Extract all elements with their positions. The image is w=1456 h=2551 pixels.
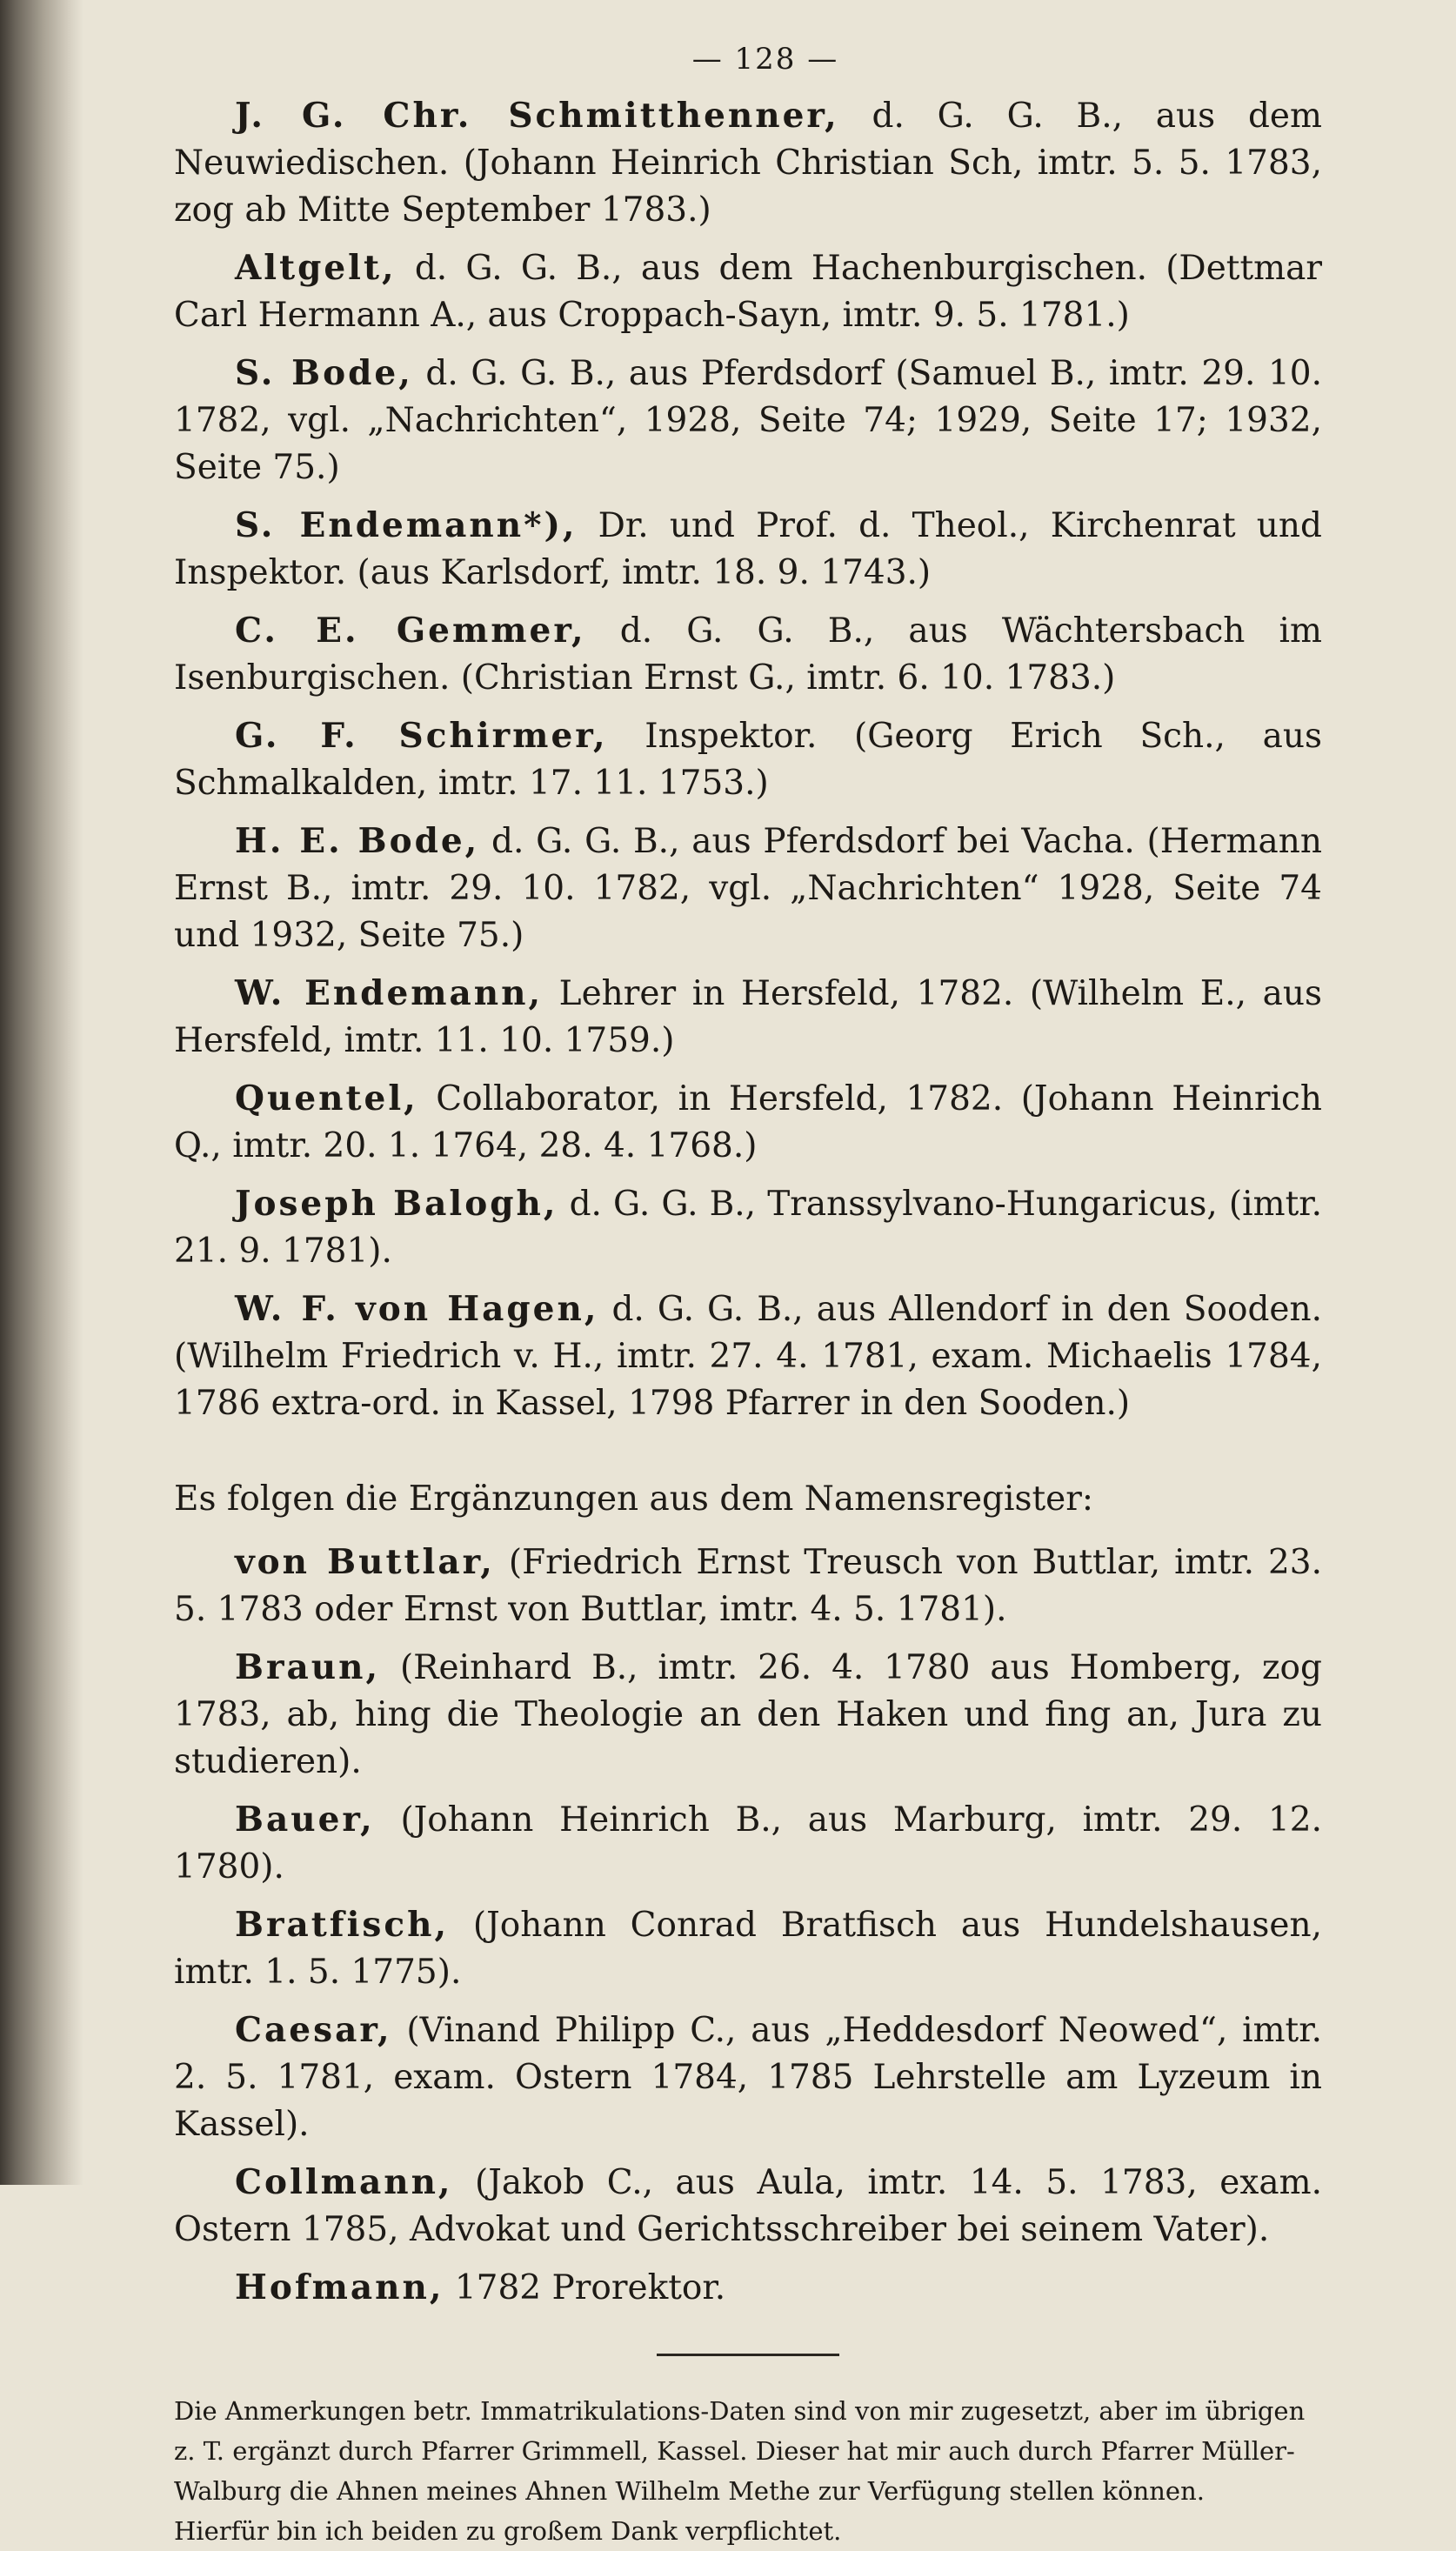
entry-text: d. G. G. B., aus Pferdsdorf (Samuel B., imtr. 29. 10. 1782, vgl. „Nachrichten“, 1928, Seite 74; 1929, Seite 17; 1932, Seite 75.) (174, 354, 1322, 487)
entry-name: Bauer, (235, 1800, 375, 1840)
entry-text: d. G. G. B., aus dem Neuwiedischen. (Johann Heinrich Christian Sch, imtr. 5. 5. 1783, zog ab Mitte September 1783.) (174, 97, 1322, 230)
entry-text: Lehrer in Hersfeld, 1782. (Wilhelm E., aus Hersfeld, imtr. 11. 10. 1759.) (174, 974, 1322, 1060)
addition-entry (174, 1644, 1322, 1786)
entry-text: (Vinand Philipp C., aus „Heddesdorf Neowed“, imtr. 2. 5. 1781, exam. Ostern 1784, 1785 Lehrstelle am Lyzeum in Kassel). (174, 2011, 1322, 2144)
entry-text: (Reinhard B., imtr. 26. 4. 1780 aus Homberg, zog 1783, ab, hing die Theologie an den Haken und fing an, Jura zu studieren). (174, 1648, 1322, 1781)
entry-text: (Johann Heinrich B., aus Marburg, imtr. 29. 12. 1780). (174, 1800, 1322, 1887)
entry-text: (Jakob C., aus Aula, imtr. 14. 5. 1783, exam. Ostern 1785, Advokat und Gerichtsschreiber bei seinem Vater). (174, 2163, 1322, 2249)
footnote-divider (657, 2354, 839, 2356)
entry-name: von Buttlar, (235, 1542, 495, 1582)
entry-text: Inspektor. (Georg Erich Sch., aus Schmalkalden, imtr. 17. 11. 1753.) (174, 717, 1322, 803)
addition-entry (174, 2264, 1322, 2312)
footnote-line: Hierfür bin ich beiden zu großem Dank verpflichtet. (174, 2516, 842, 2546)
entry-name: Altgelt, (235, 248, 397, 288)
footnote-line: Walburg die Ahnen meines Ahnen Wilhelm Methe zur Verfügung stellen können. (174, 2476, 1205, 2506)
entry-name: Braun, (235, 1647, 381, 1687)
entry (174, 970, 1322, 1065)
addition-entry (174, 1796, 1322, 1891)
entry-text: (Johann Conrad Bratfisch aus Hundelshausen, imtr. 1. 5. 1775). (174, 1906, 1322, 1992)
entry-name: S. Endemann*), (235, 505, 578, 545)
entry-name: W. F. von Hagen, (235, 1289, 599, 1329)
entry-name: G. F. Schirmer, (235, 716, 608, 756)
entry-text: 1782 Prorektor. (444, 2268, 726, 2307)
entry-name: S. Bode, (235, 353, 413, 393)
entry (174, 92, 1322, 234)
addition-entry (174, 2159, 1322, 2254)
entry (174, 1286, 1322, 1427)
footnote (174, 2391, 1322, 2551)
entry-text: d. G. G. B., aus Allendorf in den Sooden. (Wilhelm Friedrich v. H., imtr. 27. 4. 1781, exam. Michaelis 1784, 1786 extra-ord. in Kassel, 1798 Pfarrer in den Sooden.) (174, 1290, 1323, 1423)
additions-list (174, 1539, 1322, 2312)
footnote-line: z. T. ergänzt durch Pfarrer Grimmell, Kassel. Dieser hat mir auch durch Pfarrer Müller- (174, 2436, 1295, 2466)
entry-text: d. G. G. B., Transsylvano-Hungaricus, (imtr. 21. 9. 1781). (174, 1185, 1323, 1271)
addition-entry (174, 1901, 1322, 1996)
addition-entry (174, 1539, 1322, 1633)
entry (174, 244, 1322, 339)
book-gutter-shadow (0, 0, 83, 2185)
entry-name: H. E. Bode, (235, 821, 480, 861)
entry-name: W. Endemann, (235, 973, 544, 1013)
entry-name: C. E. Gemmer, (235, 611, 586, 651)
entry-name: Bratfisch, (235, 1905, 450, 1945)
entry (174, 818, 1322, 959)
entry (174, 350, 1322, 491)
entry (174, 1075, 1322, 1170)
entry-name: Joseph Balogh, (235, 1184, 558, 1224)
page-number: — 128 — (691, 42, 839, 77)
entry-text: (Friedrich Ernst Treusch von Buttlar, imtr. 23. 5. 1783 oder Ernst von Buttlar, imtr. 4. 5. 1781). (174, 1543, 1322, 1629)
entry-text: Collaborator, in Hersfeld, 1782. (Johann Heinrich Q., imtr. 20. 1. 1764, 28. 4. 1768.) (174, 1079, 1322, 1165)
entry (174, 712, 1322, 807)
entry-name: Quentel, (235, 1078, 418, 1119)
entry-name: Collmann, (235, 2162, 453, 2202)
entry (174, 1180, 1322, 1275)
entry (174, 607, 1322, 702)
entry-list (174, 92, 1322, 1427)
entry-text: d. G. G. B., aus dem Hachenburgischen. (Dettmar Carl Hermann A., aus Croppach-Sayn, imtr. 9. 5. 1781.) (174, 249, 1322, 335)
entry-name: Caesar, (235, 2010, 392, 2050)
entry-text: d. G. G. B., aus Pferdsdorf bei Vacha. (Hermann Ernst B., imtr. 29. 10. 1782, vgl. „Nachrichten“ 1928, Seite 74 und 1932, Seite 75.) (174, 822, 1322, 955)
entry-text: d. G. G. B., aus Wächtersbach im Isenburgischen. (Christian Ernst G., imtr. 6. 10. 1783.) (174, 611, 1322, 698)
entry-name: J. G. Chr. Schmitthenner, (235, 96, 839, 136)
entry-name: Hofmann, (235, 2267, 444, 2307)
addition-entry (174, 2007, 1322, 2148)
entry (174, 502, 1322, 597)
footnote-line: Die Anmerkungen betr. Immatrikulations-Daten sind von mir zugesetzt, aber im übrigen (174, 2396, 1306, 2426)
entry-text: Dr. und Prof. d. Theol., Kirchenrat und Inspektor. (aus Karlsdorf, imtr. 18. 9. 1743.) (174, 506, 1323, 592)
book-page (174, 42, 1322, 2551)
section-intro: Es folgen die Ergänzungen aus dem Namensregister: (174, 1479, 1094, 1519)
